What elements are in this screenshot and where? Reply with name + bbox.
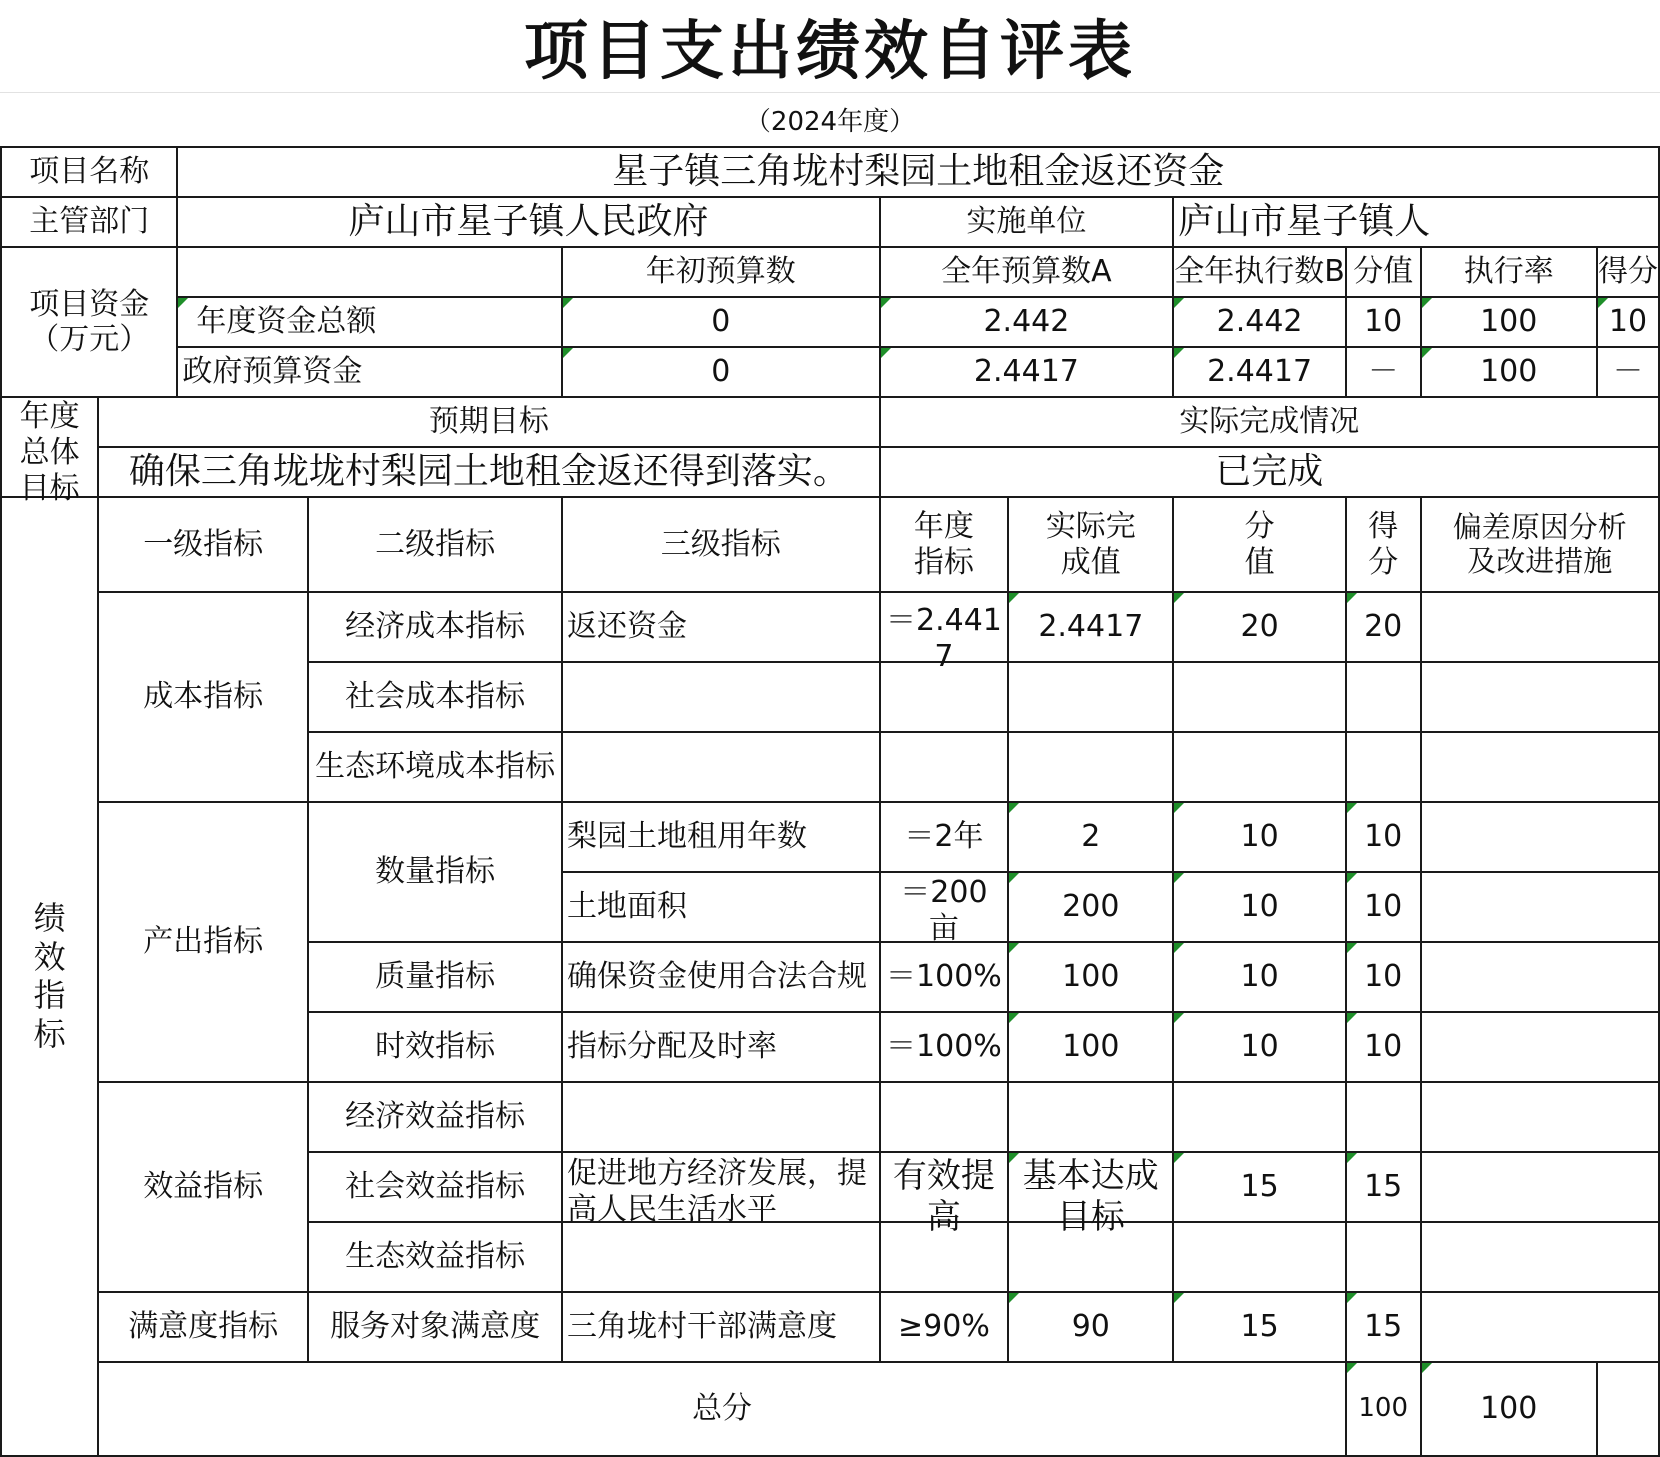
score-cell[interactable] xyxy=(1346,1082,1421,1152)
funds-header-score-value: 分值 xyxy=(1346,247,1421,297)
header-score xyxy=(1346,497,1421,592)
level3-cell[interactable] xyxy=(562,1222,880,1292)
page-title: 项目支出绩效自评表 xyxy=(524,14,1136,89)
score-cell[interactable]: 10 xyxy=(1346,872,1421,942)
score-cell[interactable]: 15 xyxy=(1346,1292,1421,1362)
funds-header-annual: 全年预算数A xyxy=(880,247,1174,297)
actual-cell[interactable]: 200 xyxy=(1008,872,1173,942)
goals-content-row xyxy=(1,447,1659,497)
funds-row-name[interactable]: 政府预算资金 xyxy=(177,347,562,397)
funds-row-rate[interactable]: 100 xyxy=(1421,347,1597,397)
department-label: 主管部门 xyxy=(1,197,177,247)
header-score-value-text: 分值 xyxy=(1244,509,1275,580)
deviation-cell[interactable] xyxy=(1421,732,1660,802)
level3-cell[interactable]: 指标分配及时率 xyxy=(562,1012,880,1082)
performance-indicator-label xyxy=(1,497,98,1456)
goals-header-row xyxy=(1,397,1659,447)
annual-goal-label-text: 年度总体目标 xyxy=(19,399,80,506)
funds-header-rate: 执行率 xyxy=(1421,247,1597,297)
actual-completion-header: 实际完成情况 xyxy=(880,397,1659,447)
deviation-cell[interactable] xyxy=(1421,662,1660,732)
header-actual-value xyxy=(1008,497,1173,592)
target-cell-text: ＝2.4417 xyxy=(885,603,1002,674)
deviation-cell[interactable] xyxy=(1421,1082,1660,1152)
level1-cost: 成本指标 xyxy=(98,592,308,802)
project-funds-label-text: 项目资金（万元） xyxy=(29,286,150,357)
score-value-cell[interactable]: 15 xyxy=(1173,1152,1346,1222)
total-label: 总分 xyxy=(98,1362,1346,1456)
header-annual-target-text: 年度指标 xyxy=(913,509,974,580)
header-annual-target xyxy=(880,497,1009,592)
funds-row-annual[interactable]: 2.4417 xyxy=(880,347,1174,397)
actual-cell[interactable] xyxy=(1008,1222,1173,1292)
target-cell[interactable] xyxy=(880,662,1009,732)
deviation-cell[interactable] xyxy=(1421,1292,1660,1362)
target-cell[interactable]: ＝100% xyxy=(880,1012,1009,1082)
expected-goal-text[interactable]: 确保三角垅垅村梨园土地租金返还得到落实。 xyxy=(98,447,879,497)
funds-row-executed[interactable]: 2.4417 xyxy=(1173,347,1346,397)
funds-row-initial[interactable]: 0 xyxy=(562,297,880,347)
level3-cell[interactable]: 返还资金 xyxy=(562,592,880,662)
actual-cell[interactable] xyxy=(1008,662,1173,732)
actual-cell[interactable] xyxy=(1008,1152,1173,1237)
level2-cell: 经济成本指标 xyxy=(308,592,562,662)
score-value-cell[interactable]: 10 xyxy=(1173,802,1346,872)
target-cell[interactable] xyxy=(880,1152,1009,1237)
level2-cell: 社会成本指标 xyxy=(308,662,562,732)
department-value[interactable]: 庐山市星子镇人民政府 xyxy=(177,197,879,247)
evaluation-table xyxy=(0,146,1660,1457)
total-score-value[interactable]: 100 xyxy=(1346,1362,1421,1456)
score-value-cell[interactable]: 10 xyxy=(1173,942,1346,1012)
page-subtitle: （2024年度） xyxy=(744,106,916,137)
header-deviation-text: 偏差原因分析及改进措施 xyxy=(1452,509,1627,578)
level2-cell: 生态效益指标 xyxy=(308,1222,562,1292)
target-cell[interactable] xyxy=(880,872,1009,946)
indicator-row xyxy=(1,592,1659,662)
level2-cell: 生态环境成本指标 xyxy=(308,732,562,802)
level2-cell: 社会效益指标 xyxy=(308,1152,562,1222)
project-funds-label xyxy=(1,247,177,397)
level3-cell[interactable] xyxy=(562,732,880,802)
header-actual-value-text: 实际完成值 xyxy=(1045,509,1136,580)
target-cell[interactable] xyxy=(880,1222,1009,1292)
score-cell[interactable]: 10 xyxy=(1346,942,1421,1012)
score-value-cell[interactable]: 20 xyxy=(1173,592,1346,662)
level3-cell[interactable]: 梨园土地租用年数 xyxy=(562,802,880,872)
funds-row-name[interactable]: 年度资金总额 xyxy=(177,297,562,347)
funds-row-annual[interactable]: 2.442 xyxy=(880,297,1174,347)
funds-header-initial: 年初预算数 xyxy=(562,247,880,297)
score-value-cell[interactable]: 10 xyxy=(1173,872,1346,942)
project-name-row xyxy=(1,147,1659,197)
department-row xyxy=(1,197,1659,247)
target-cell-text: 有效提高 xyxy=(892,1156,995,1237)
total-deviation[interactable] xyxy=(1597,1362,1659,1456)
actual-cell[interactable] xyxy=(1008,1082,1173,1152)
level2-cell: 数量指标 xyxy=(308,802,562,942)
level1-output: 产出指标 xyxy=(98,802,308,1082)
level2-cell: 经济效益指标 xyxy=(308,1082,562,1152)
project-name-value[interactable]: 星子镇三角垅村梨园土地租金返还资金 xyxy=(177,147,1659,197)
target-cell[interactable] xyxy=(880,732,1009,802)
header-level1: 一级指标 xyxy=(98,497,308,592)
level2-cell: 质量指标 xyxy=(308,942,562,1012)
score-cell[interactable]: 15 xyxy=(1346,1152,1421,1222)
score-cell[interactable]: 10 xyxy=(1346,802,1421,872)
header-level3: 三级指标 xyxy=(562,497,880,592)
level2-cell: 时效指标 xyxy=(308,1012,562,1082)
actual-cell[interactable]: 100 xyxy=(1008,942,1173,1012)
header-score-text: 得分 xyxy=(1368,509,1399,580)
funds-header-blank xyxy=(177,247,562,297)
target-cell[interactable]: ≥90% xyxy=(880,1292,1009,1362)
header-level2: 二级指标 xyxy=(308,497,562,592)
deviation-cell[interactable] xyxy=(1421,872,1660,942)
actual-completion-text[interactable]: 已完成 xyxy=(880,447,1659,497)
funds-header-executed: 全年执行数B xyxy=(1173,247,1346,297)
actual-cell[interactable]: 2.4417 xyxy=(1008,592,1173,662)
score-value-cell[interactable] xyxy=(1173,1222,1346,1292)
annual-goal-label xyxy=(1,397,98,506)
funds-row-initial[interactable]: 0 xyxy=(562,347,880,397)
funds-row-score[interactable]: － xyxy=(1597,347,1659,397)
funds-row-score[interactable]: 10 xyxy=(1597,297,1659,347)
total-score[interactable]: 100 xyxy=(1421,1362,1597,1456)
score-cell[interactable] xyxy=(1346,1222,1421,1292)
target-cell[interactable]: ＝100% xyxy=(880,942,1009,1012)
total-row xyxy=(1,1362,1659,1456)
score-value-cell[interactable] xyxy=(1173,662,1346,732)
deviation-cell[interactable] xyxy=(1421,1012,1660,1082)
indicator-row xyxy=(1,1292,1659,1362)
target-cell[interactable] xyxy=(880,592,1009,674)
score-value-cell[interactable] xyxy=(1173,732,1346,802)
performance-indicator-label-text: 绩效指标 xyxy=(33,899,66,1053)
indicator-header-row xyxy=(1,497,1659,592)
funds-header-row xyxy=(1,247,1659,297)
funds-row xyxy=(1,297,1659,347)
score-cell[interactable]: 20 xyxy=(1346,592,1421,662)
funds-row xyxy=(1,347,1659,397)
funds-row-executed[interactable]: 2.442 xyxy=(1173,297,1346,347)
deviation-cell[interactable] xyxy=(1421,1222,1660,1292)
score-value-cell[interactable] xyxy=(1173,1082,1346,1152)
actual-cell-text: 基本达成目标 xyxy=(1022,1156,1159,1237)
level3-cell[interactable]: 确保资金使用合法合规 xyxy=(562,942,880,1012)
implementing-unit-value[interactable]: 庐山市星子镇人 xyxy=(1173,197,1659,247)
expected-goal-header: 预期目标 xyxy=(98,397,879,447)
deviation-cell[interactable] xyxy=(1421,802,1660,872)
actual-cell[interactable] xyxy=(1008,732,1173,802)
actual-cell[interactable]: 2 xyxy=(1008,802,1173,872)
deviation-cell[interactable] xyxy=(1421,592,1660,662)
level3-cell[interactable] xyxy=(562,1152,880,1227)
target-cell[interactable] xyxy=(880,1082,1009,1152)
score-cell[interactable] xyxy=(1346,732,1421,802)
deviation-cell[interactable] xyxy=(1421,942,1660,1012)
target-cell-text: ＝200亩 xyxy=(900,875,988,946)
header-score-value xyxy=(1173,497,1346,592)
deviation-cell[interactable] xyxy=(1421,1152,1660,1222)
score-cell[interactable] xyxy=(1346,662,1421,732)
score-value-cell[interactable]: 10 xyxy=(1173,1012,1346,1082)
level1-benefit: 效益指标 xyxy=(98,1082,308,1292)
implementing-unit-label: 实施单位 xyxy=(880,197,1174,247)
header-deviation xyxy=(1421,497,1660,592)
actual-cell[interactable]: 100 xyxy=(1008,1012,1173,1082)
indicator-row xyxy=(1,1082,1659,1152)
level3-cell[interactable] xyxy=(562,1082,880,1152)
funds-row-score-value[interactable]: 10 xyxy=(1346,297,1421,347)
score-value-cell[interactable]: 15 xyxy=(1173,1292,1346,1362)
funds-header-score: 得分 xyxy=(1597,247,1659,297)
level3-cell-text: 促进地方经济发展，提高人民生活水平 xyxy=(567,1156,868,1227)
level1-satisfaction: 满意度指标 xyxy=(98,1292,308,1362)
level3-cell[interactable]: 三角垅村干部满意度 xyxy=(562,1292,880,1362)
score-cell[interactable]: 10 xyxy=(1346,1012,1421,1082)
project-name-label: 项目名称 xyxy=(1,147,177,197)
level3-cell[interactable] xyxy=(562,662,880,732)
level3-cell[interactable]: 土地面积 xyxy=(562,872,880,942)
indicator-row xyxy=(1,802,1659,872)
target-cell[interactable]: ＝2年 xyxy=(880,802,1009,872)
actual-cell[interactable]: 90 xyxy=(1008,1292,1173,1362)
funds-row-rate[interactable]: 100 xyxy=(1421,297,1597,347)
level2-cell: 服务对象满意度 xyxy=(308,1292,562,1362)
funds-row-score-value[interactable]: － xyxy=(1346,347,1421,397)
